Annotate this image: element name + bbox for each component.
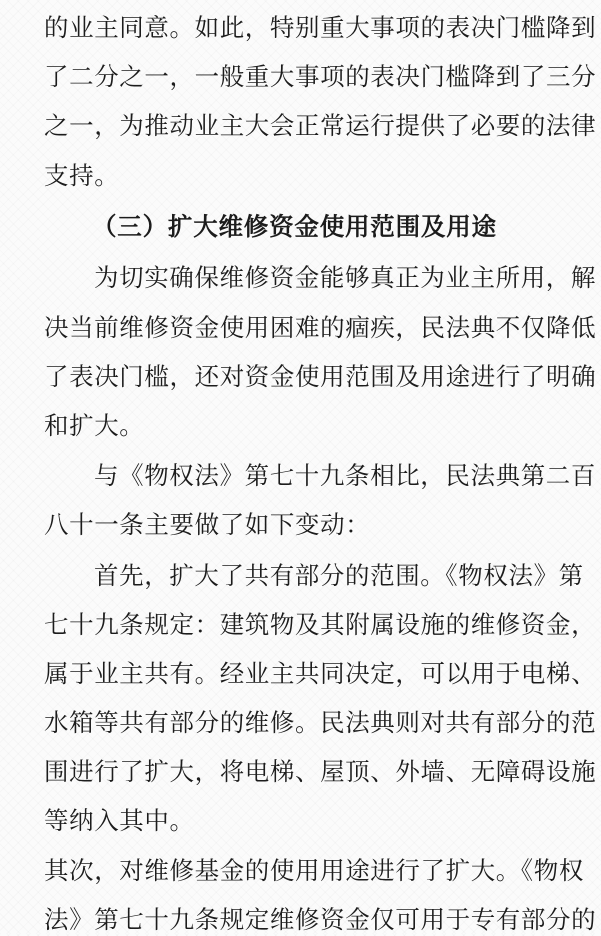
text-line: 等纳入其中。	[44, 806, 195, 835]
text-line: 水箱等共有部分的维修。民法典则对共有部分的范	[44, 708, 597, 737]
text-line: 七十九条规定：建筑物及其附属设施的维修资金，	[44, 610, 597, 639]
text-line: 首先，扩大了共有部分的范围。《物权法》第	[94, 561, 584, 590]
text-line: 之一，为推动业主大会正常运行提供了必要的法律	[44, 111, 597, 140]
text-line: 决当前维修资金使用困难的痼疾，民法典不仅降低	[44, 313, 597, 342]
text-line: 和扩大。	[44, 411, 145, 440]
text-line: 了二分之一，一般重大事项的表决门槛降到了三分	[44, 62, 597, 91]
text-line: 围进行了扩大，将电梯、屋顶、外墙、无障碍设施	[44, 757, 597, 786]
text-line: 属于业主共有。经业主共同决定，可以用于电梯、	[44, 659, 597, 688]
text-line: 了表决门槛，还对资金使用范围及用途进行了明确	[44, 362, 597, 391]
text-line: 法》第七十九条规定维修资金仅可用于专有部分的	[44, 905, 597, 934]
text-line: 其次，对维修基金的使用用途进行了扩大。《物权	[44, 856, 584, 885]
text-line: 八十一条主要做了如下变动：	[44, 510, 371, 539]
section-heading: （三）扩大维修资金使用范围及用途	[92, 212, 497, 241]
text-line: 为切实确保维修资金能够真正为业主所用，解	[94, 263, 596, 292]
text-line: 支持。	[44, 161, 120, 190]
text-line: 与《物权法》第七十九条相比，民法典第二百	[94, 461, 596, 490]
text-line: 的业主同意。如此，特别重大事项的表决门槛降到	[44, 13, 597, 42]
